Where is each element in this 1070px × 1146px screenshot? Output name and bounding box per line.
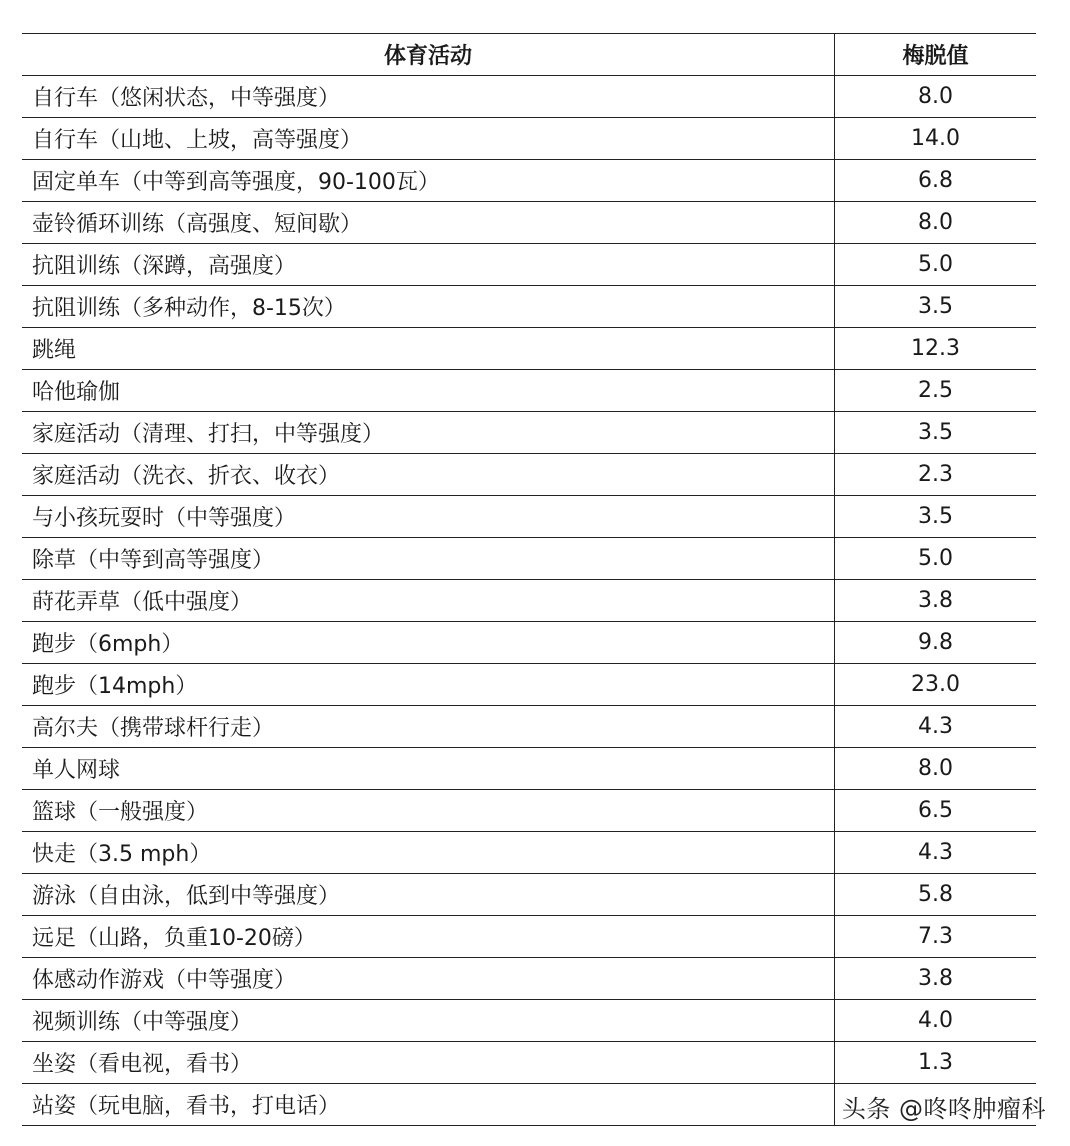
table-row <box>22 454 1036 496</box>
met-cell: 3.5 <box>918 420 953 445</box>
table-row <box>22 622 1036 664</box>
activity-cell: 与小孩玩耍时（中等强度） <box>22 496 835 537</box>
table-row <box>22 748 1036 790</box>
table-row <box>22 1042 1036 1084</box>
met-cell: 1.3 <box>918 1050 953 1075</box>
table-row <box>22 412 1036 454</box>
activity-cell: 单人网球 <box>22 748 835 789</box>
met-cell: 3.8 <box>918 966 953 991</box>
activity-cell: 跑步（6mph） <box>22 622 835 663</box>
met-cell: 12.3 <box>911 336 960 361</box>
met-cell: 8.0 <box>918 210 953 235</box>
table-body <box>22 76 1036 1126</box>
met-cell: 4.3 <box>918 714 953 739</box>
met-cell: 8.0 <box>918 756 953 781</box>
activity-cell: 莳花弄草（低中强度） <box>22 580 835 621</box>
activity-cell: 家庭活动（清理、打扫，中等强度） <box>22 412 835 453</box>
met-cell: 9.8 <box>918 630 953 655</box>
activity-cell: 跳绳 <box>22 328 835 369</box>
activity-cell: 视频训练（中等强度） <box>22 1000 835 1041</box>
activity-cell: 除草（中等到高等强度） <box>22 538 835 579</box>
met-cell: 3.8 <box>918 588 953 613</box>
met-table <box>22 33 1036 1126</box>
header-activity: 体育活动 <box>22 34 835 75</box>
activity-cell: 体感动作游戏（中等强度） <box>22 958 835 999</box>
met-cell: 3.5 <box>918 294 953 319</box>
met-cell: 7.3 <box>918 924 953 949</box>
header-met: 梅脱值 <box>902 44 969 69</box>
met-cell: 2.5 <box>918 378 953 403</box>
met-cell: 4.0 <box>918 1008 953 1033</box>
table-row <box>22 328 1036 370</box>
table-row <box>22 286 1036 328</box>
met-cell: 5.8 <box>918 882 953 907</box>
met-cell: 6.5 <box>918 798 953 823</box>
table-row <box>22 958 1036 1000</box>
activity-cell: 家庭活动（洗衣、折衣、收衣） <box>22 454 835 495</box>
activity-cell: 哈他瑜伽 <box>22 370 835 411</box>
table-row <box>22 202 1036 244</box>
activity-cell: 游泳（自由泳，低到中等强度） <box>22 874 835 915</box>
met-cell: 14.0 <box>911 126 960 151</box>
activity-cell: 篮球（一般强度） <box>22 790 835 831</box>
activity-cell: 自行车（悠闲状态，中等强度） <box>22 76 835 117</box>
table-row <box>22 580 1036 622</box>
activity-cell: 站姿（玩电脑，看书，打电话） <box>22 1084 835 1125</box>
table-row <box>22 706 1036 748</box>
table-row <box>22 370 1036 412</box>
table-row <box>22 118 1036 160</box>
activity-cell: 跑步（14mph） <box>22 664 835 705</box>
table-row <box>22 496 1036 538</box>
table-row <box>22 160 1036 202</box>
met-cell: 23.0 <box>911 672 960 697</box>
activity-cell: 抗阻训练（深蹲，高强度） <box>22 244 835 285</box>
table-row <box>22 790 1036 832</box>
activity-cell: 自行车（山地、上坡，高等强度） <box>22 118 835 159</box>
table-row <box>22 1000 1036 1042</box>
met-cell: 3.5 <box>918 504 953 529</box>
table-header-row <box>22 34 1036 76</box>
table-row <box>22 76 1036 118</box>
met-cell: 4.3 <box>918 840 953 865</box>
met-cell: 5.0 <box>918 252 953 277</box>
table-row <box>22 664 1036 706</box>
met-cell: 6.8 <box>918 168 953 193</box>
table-row <box>22 874 1036 916</box>
watermark: 头条 @咚咚肿瘤科 <box>841 1095 1046 1123</box>
table-row <box>22 832 1036 874</box>
met-cell: 8.0 <box>918 84 953 109</box>
met-cell: 5.0 <box>918 546 953 571</box>
table-row <box>22 538 1036 580</box>
activity-cell: 坐姿（看电视，看书） <box>22 1042 835 1083</box>
activity-cell: 固定单车（中等到高等强度，90-100瓦） <box>22 160 835 201</box>
activity-cell: 壶铃循环训练（高强度、短间歇） <box>22 202 835 243</box>
activity-cell: 抗阻训练（多种动作，8-15次） <box>22 286 835 327</box>
activity-cell: 快走（3.5 mph） <box>22 832 835 873</box>
table-row <box>22 244 1036 286</box>
met-cell: 2.3 <box>918 462 953 487</box>
activity-cell: 高尔夫（携带球杆行走） <box>22 706 835 747</box>
activity-cell: 远足（山路，负重10-20磅） <box>22 916 835 957</box>
table-row <box>22 916 1036 958</box>
